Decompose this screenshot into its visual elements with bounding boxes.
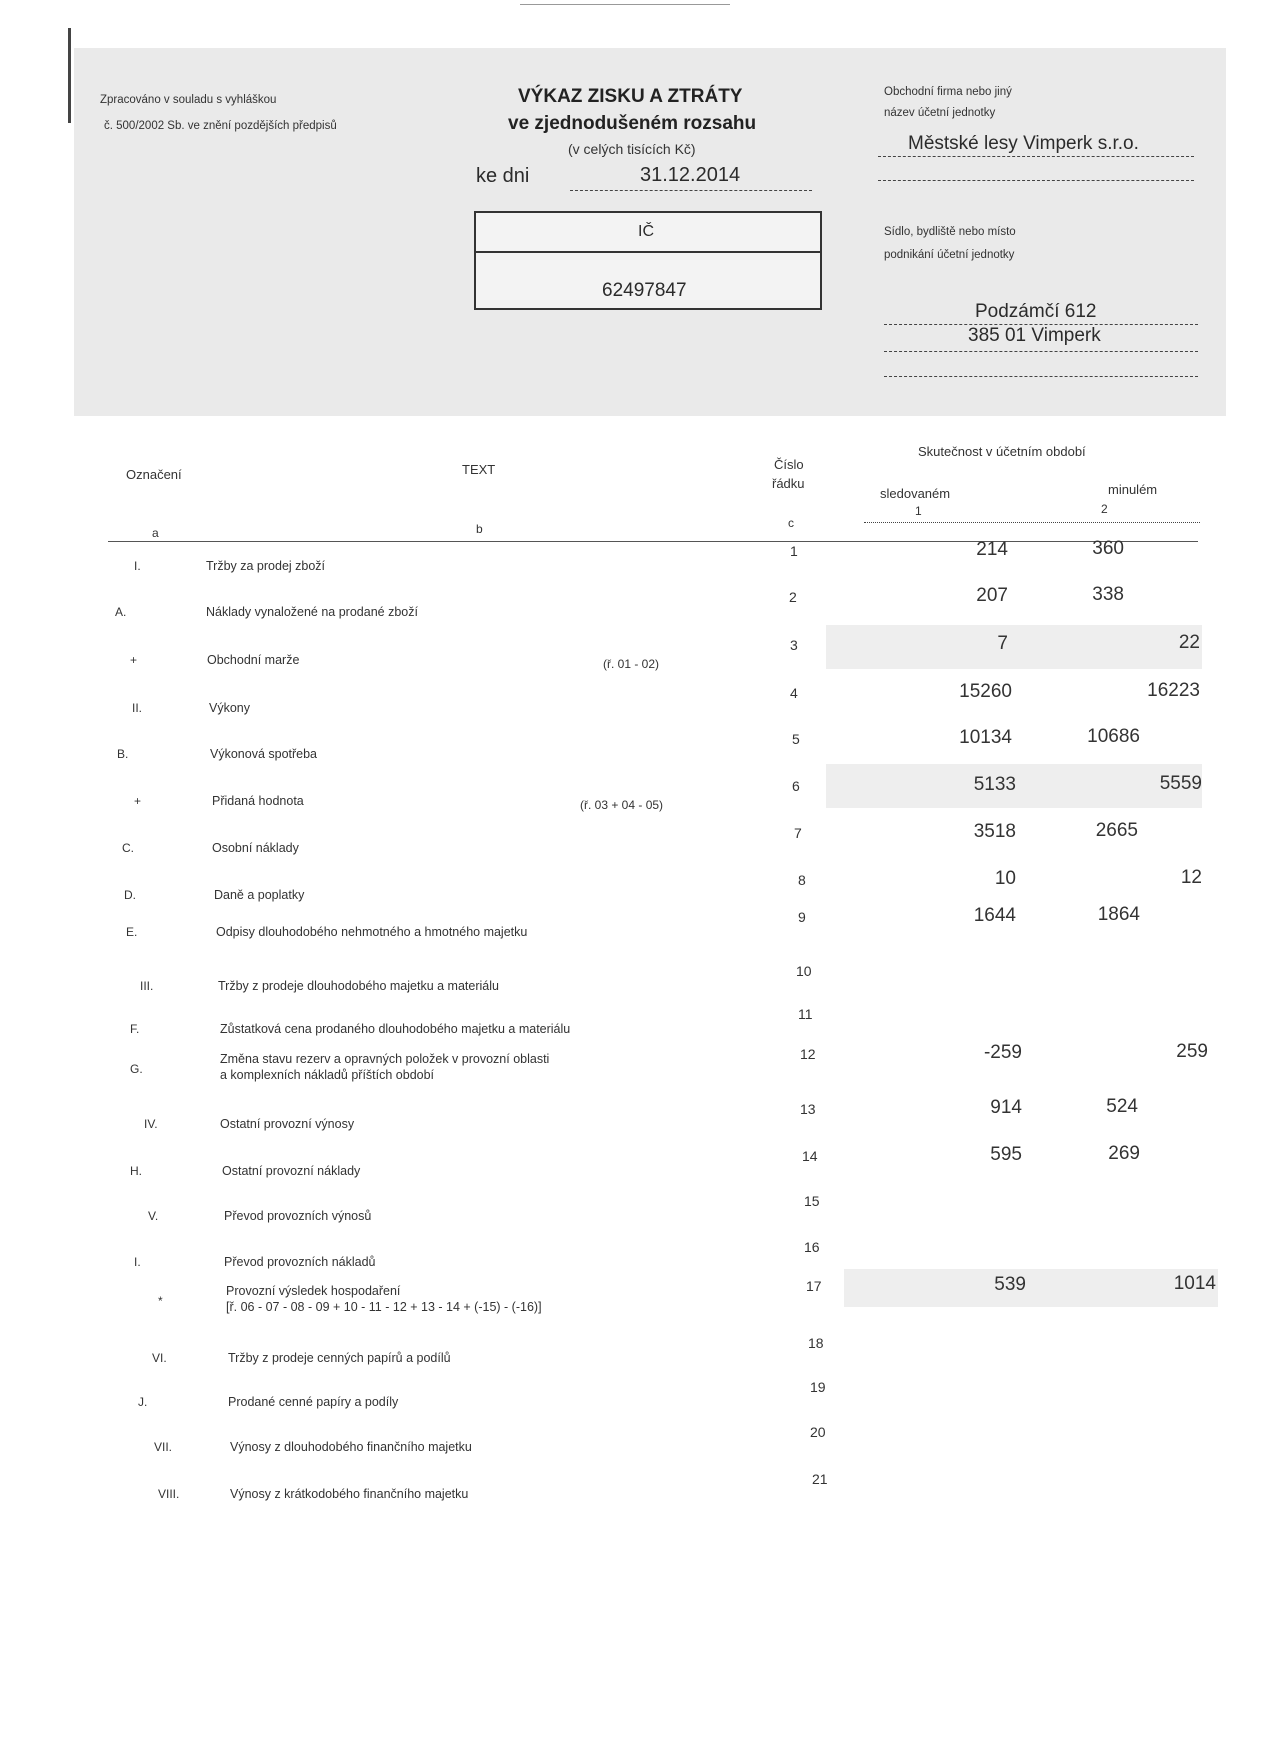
highlight-row-17 — [844, 1269, 1218, 1307]
row-previous-value: 22 — [1178, 632, 1200, 653]
ic-box — [474, 211, 822, 310]
row-current-value: 5133 — [973, 774, 1016, 795]
row-text: Změna stavu rezerv a opravných položek v provozní oblasti — [220, 1052, 550, 1066]
address-underline-2 — [884, 351, 1198, 352]
row-code: I. — [134, 1255, 141, 1269]
header-rule — [108, 541, 1198, 542]
row-current-value: 214 — [976, 539, 1008, 560]
col-previous-num: 2 — [1101, 502, 1108, 516]
row-code: IV. — [144, 1117, 158, 1131]
row-code: A. — [115, 605, 127, 619]
row-text: Ostatní provozní výnosy — [220, 1117, 355, 1131]
row-previous-value: 16223 — [1147, 680, 1200, 701]
row-text: Výnosy z krátkodobého finančního majetku — [230, 1487, 469, 1501]
compliance-line-2: č. 500/2002 Sb. ve znění pozdějších předpisů — [104, 120, 337, 132]
row-text: Tržby za prodej zboží — [206, 559, 326, 573]
row-code: + — [130, 653, 138, 667]
row-current-value: 10 — [994, 868, 1016, 889]
address-underline-3 — [884, 376, 1198, 377]
row-text: Odpisy dlouhodobého nehmotného a hmotného majetku — [216, 925, 528, 939]
row-previous-value: 338 — [1092, 584, 1124, 605]
row-previous-value: 1864 — [1097, 904, 1140, 925]
compliance-line-1: Zpracováno v souladu s vyhláškou — [100, 94, 277, 106]
scan-left-edge-mark — [68, 28, 71, 123]
row-text: Výnosy z dlouhodobého finančního majetku — [230, 1440, 472, 1454]
row-number: 7 — [794, 825, 802, 841]
row-number: 5 — [792, 731, 800, 747]
col-actual: Skutečnost v účetním období — [918, 444, 1086, 459]
firm-underline-2 — [878, 180, 1194, 181]
firm-underline-1 — [878, 156, 1194, 157]
row-code: II. — [132, 701, 143, 715]
highlight-row-3 — [826, 625, 1202, 669]
firm-label-line-2: název účetní jednotky — [884, 107, 996, 119]
row-text: Výkonová spotřeba — [210, 747, 318, 761]
row-current-value: -259 — [983, 1042, 1022, 1063]
report-unit: (v celých tisících Kč) — [568, 141, 696, 157]
ic-value: 62497847 — [602, 280, 687, 301]
row-code: VII. — [154, 1440, 173, 1454]
row-text: Náklady vynaložené na prodané zboží — [206, 605, 418, 619]
row-code: F. — [130, 1022, 140, 1036]
address-line-2: 385 01 Vimperk — [968, 325, 1101, 346]
date-label: ke dni — [476, 165, 530, 187]
row-previous-value: 12 — [1180, 867, 1202, 888]
seat-label-line-2: podnikání účetní jednotky — [884, 249, 1015, 261]
col-current-num: 1 — [915, 504, 922, 518]
col-text-letter: b — [476, 522, 483, 536]
row-text: Zůstatková cena prodaného dlouhodobého majetku a materiálu — [220, 1022, 571, 1036]
row-current-value: 7 — [997, 633, 1008, 654]
col-row-number-line-2: řádku — [772, 476, 805, 491]
row-text-line-2: a komplexních nákladů příštích období — [220, 1068, 435, 1082]
scan-top-line — [520, 4, 730, 5]
seat-label-line-1: Sídlo, bydliště nebo místo — [884, 226, 1016, 238]
col-designation: Označení — [126, 467, 182, 482]
row-number: 16 — [804, 1239, 820, 1255]
row-number: 14 — [802, 1148, 818, 1164]
row-formula: (ř. 03 + 04 - 05) — [580, 798, 664, 812]
row-formula: (ř. 01 - 02) — [603, 657, 660, 671]
row-previous-value: 269 — [1108, 1143, 1140, 1164]
row-number: 20 — [810, 1424, 826, 1440]
row-text: Tržby z prodeje cenných papírů a podílů — [228, 1351, 451, 1365]
row-current-value: 15260 — [959, 681, 1012, 702]
report-title: VÝKAZ ZISKU A ZTRÁTY — [518, 86, 743, 107]
row-number: 13 — [800, 1101, 816, 1117]
row-previous-value: 259 — [1176, 1041, 1208, 1062]
row-current-value: 3518 — [973, 821, 1016, 842]
row-text: Obchodní marže — [207, 653, 300, 667]
ic-label: IČ — [638, 223, 654, 240]
row-current-value: 10134 — [959, 727, 1012, 748]
header-dotted-rule — [864, 522, 1200, 523]
row-text: Výkony — [209, 701, 250, 715]
row-text: Provozní výsledek hospodaření — [226, 1284, 401, 1298]
row-code: B. — [117, 747, 129, 761]
row-previous-value: 360 — [1092, 538, 1124, 559]
row-number: 6 — [792, 778, 800, 794]
row-code: G. — [130, 1062, 143, 1076]
col-row-number-line-1: Číslo — [774, 457, 804, 472]
row-code: V. — [148, 1209, 159, 1223]
row-number: 17 — [806, 1278, 822, 1294]
row-code: C. — [122, 841, 134, 855]
row-number: 4 — [790, 685, 798, 701]
row-text: Přidaná hodnota — [212, 794, 304, 808]
row-number: 9 — [798, 909, 806, 925]
row-previous-value: 5559 — [1159, 773, 1202, 794]
row-current-value: 595 — [990, 1144, 1022, 1165]
row-code: H. — [130, 1164, 142, 1178]
row-text: Prodané cenné papíry a podíly — [228, 1395, 399, 1409]
row-number: 18 — [808, 1335, 824, 1351]
col-row-number-letter: c — [788, 516, 794, 530]
date-underline — [570, 190, 812, 191]
row-number: 2 — [789, 589, 797, 605]
row-previous-value: 2665 — [1095, 820, 1138, 841]
report-subtitle: ve zjednodušeném rozsahu — [508, 113, 757, 134]
row-previous-value: 1014 — [1173, 1273, 1216, 1294]
firm-label-line-1: Obchodní firma nebo jiný — [884, 86, 1012, 98]
row-number: 10 — [796, 963, 812, 979]
row-text: Ostatní provozní náklady — [222, 1164, 361, 1178]
col-current: sledovaném — [880, 486, 951, 501]
row-code: III. — [140, 979, 154, 993]
row-number: 19 — [810, 1379, 826, 1395]
col-text: TEXT — [462, 462, 496, 477]
row-current-value: 1644 — [973, 905, 1016, 926]
firm-name: Městské lesy Vimperk s.r.o. — [908, 133, 1139, 154]
row-text: Převod provozních nákladů — [224, 1255, 376, 1269]
row-current-value: 914 — [990, 1097, 1022, 1118]
row-number: 8 — [798, 872, 806, 888]
row-code: D. — [124, 888, 136, 902]
date-value: 31.12.2014 — [640, 164, 741, 186]
row-code: J. — [138, 1395, 148, 1409]
row-number: 3 — [790, 637, 798, 653]
address-line-1: Podzámčí 612 — [975, 301, 1097, 322]
row-code: + — [134, 794, 142, 808]
row-number: 1 — [790, 543, 798, 559]
row-text: Tržby z prodeje dlouhodobého majetku a materiálu — [218, 979, 499, 993]
row-code: VIII. — [158, 1487, 180, 1501]
col-previous: minulém — [1108, 482, 1158, 497]
row-text-line-2: [ř. 06 - 07 - 08 - 09 + 10 - 11 - 12 + 13 - 14 + (-15) - (-16)] — [226, 1300, 542, 1314]
ic-box-divider — [476, 251, 820, 253]
row-number: 12 — [800, 1046, 816, 1062]
row-code: I. — [134, 559, 141, 573]
row-code: VI. — [152, 1351, 167, 1365]
row-current-value: 539 — [994, 1274, 1026, 1295]
row-previous-value: 524 — [1106, 1096, 1138, 1117]
row-code: * — [158, 1294, 163, 1308]
row-number: 21 — [812, 1471, 828, 1487]
row-current-value: 207 — [976, 585, 1008, 606]
row-code: E. — [126, 925, 138, 939]
row-previous-value: 10686 — [1087, 726, 1140, 747]
row-text: Převod provozních výnosů — [224, 1209, 372, 1223]
row-number: 15 — [804, 1193, 820, 1209]
row-text: Daně a poplatky — [214, 888, 305, 902]
row-number: 11 — [798, 1006, 813, 1022]
row-text: Osobní náklady — [212, 841, 299, 855]
col-designation-letter: a — [152, 526, 159, 540]
